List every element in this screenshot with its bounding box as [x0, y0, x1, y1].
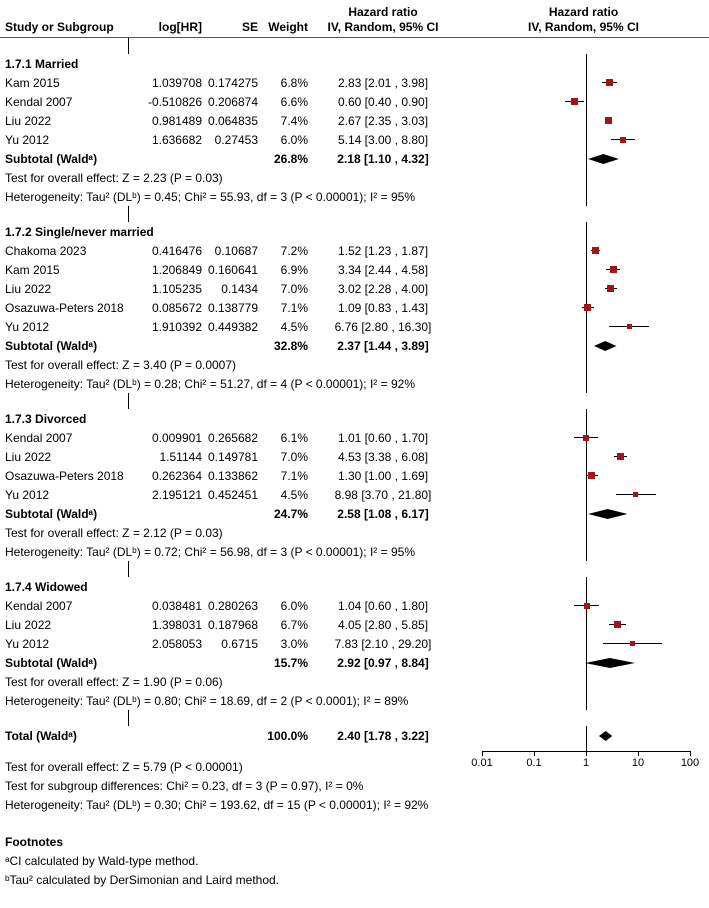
study-se: 0.10687	[214, 243, 258, 258]
effect-square	[630, 641, 635, 646]
axis-tick	[690, 751, 691, 756]
subtotal-ci-text: 2.92 [0.97 , 8.84]	[337, 655, 429, 670]
axis-tick-label: 10	[631, 757, 645, 769]
header-ci-subtitle: IV, Random, 95% CI	[327, 20, 439, 34]
text-row	[0, 672, 709, 691]
header-col-se	[202, 5, 258, 35]
study-loghr: 0.009901	[151, 430, 202, 445]
study-ci-text: 1.52 [1.23 , 1.87]	[337, 243, 429, 258]
text-row	[0, 355, 709, 374]
study-row	[0, 634, 709, 653]
study-row	[0, 447, 709, 466]
plot-cell	[458, 241, 709, 260]
header-col-study	[0, 5, 140, 35]
study-weight: 7.1%	[280, 300, 308, 315]
study-ci-text: 1.09 [0.83 , 1.43]	[337, 300, 429, 315]
study-loghr: 1.039708	[151, 75, 202, 90]
heterogeneity-line: Heterogeneity: Tau² (DLᵇ) = 0.72; Chi² = 56.98, df = 3 (P < 0.00001); I² = 95%	[5, 544, 415, 559]
study-name: Kendal 2007	[5, 598, 73, 613]
section-label: 1.7.3 Divorced	[5, 411, 87, 426]
plot-cell	[458, 691, 709, 710]
plot-cell	[458, 653, 709, 672]
effect-square	[583, 435, 589, 441]
study-row	[0, 428, 709, 447]
study-name: Chakoma 2023	[5, 243, 87, 258]
effect-square	[571, 98, 578, 105]
plot-cell	[458, 168, 709, 187]
study-row	[0, 615, 709, 634]
null-effect-line	[586, 187, 587, 206]
plot-cell	[458, 260, 709, 279]
study-name: Kam 2015	[5, 75, 60, 90]
plot-cell	[458, 523, 709, 542]
axis-tick	[482, 751, 483, 756]
plot-cell	[458, 317, 709, 336]
heterogeneity-line: Heterogeneity: Tau² (DLᵇ) = 0.80; Chi² = 18.69, df = 2 (P < 0.0001); I² = 89%	[5, 693, 409, 708]
study-row	[0, 317, 709, 336]
plot-cell	[458, 130, 709, 149]
study-ci-text: 1.04 [0.60 , 1.80]	[337, 598, 429, 613]
section-label: 1.7.4 Widowed	[5, 579, 88, 594]
effect-square	[617, 453, 624, 460]
subtotal-row	[0, 653, 709, 672]
null-effect-line	[586, 691, 587, 710]
axis-tick	[534, 751, 535, 756]
study-ci-text: 8.98 [3.70 , 21.80]	[334, 487, 432, 502]
study-name: Liu 2022	[5, 449, 52, 464]
header-se-label: SE	[241, 20, 258, 34]
study-loghr: 1.910392	[151, 319, 202, 334]
subtotal-weight: 24.7%	[273, 506, 308, 521]
study-se: 0.6715	[221, 636, 258, 651]
heterogeneity-line: Heterogeneity: Tau² (DLᵇ) = 0.28; Chi² = 51.27, df = 4 (P < 0.00001); I² = 92%	[5, 376, 415, 391]
axis-tick-label: 0.1	[526, 757, 542, 769]
section-label-row	[0, 54, 709, 73]
study-weight: 7.1%	[280, 468, 308, 483]
study-loghr: 1.206849	[151, 262, 202, 277]
header-col-weight	[258, 5, 308, 35]
study-weight: 4.5%	[280, 319, 308, 334]
subtotal-ci-text: 2.58 [1.08 , 6.17]	[337, 506, 429, 521]
study-name: Liu 2022	[5, 113, 52, 128]
plot-cell	[458, 73, 709, 92]
study-weight: 6.0%	[280, 598, 308, 613]
plot-cell	[458, 447, 709, 466]
footnotes-gap	[0, 814, 709, 832]
study-loghr: 2.058053	[151, 636, 202, 651]
study-row	[0, 485, 709, 504]
study-loghr: 0.416476	[151, 243, 202, 258]
subtotal-label: Subtotal (Waldᵃ)	[5, 151, 98, 166]
plot-cell	[458, 504, 709, 523]
subtotal-weight: 15.7%	[273, 655, 308, 670]
header-col-plot	[458, 5, 709, 35]
plot-cell	[0, 206, 251, 222]
null-effect-line	[586, 73, 587, 92]
plot-cell	[0, 710, 251, 726]
study-row	[0, 279, 709, 298]
subtotal-weight: 26.8%	[273, 151, 308, 166]
study-row	[0, 241, 709, 260]
axis-tick	[586, 751, 587, 756]
null-effect-line	[586, 542, 587, 561]
study-loghr: 1.51144	[159, 449, 202, 464]
study-loghr: 0.038481	[151, 598, 202, 613]
study-se: 0.206874	[207, 94, 258, 109]
study-name: Osazuwa-Peters 2018	[5, 300, 124, 315]
study-loghr: 1.398031	[151, 617, 202, 632]
null-effect-line	[586, 260, 587, 279]
axis-tick-label: 100	[680, 757, 700, 769]
null-effect-line	[586, 485, 587, 504]
study-name: Liu 2022	[5, 281, 52, 296]
subtotal-weight: 32.8%	[273, 338, 308, 353]
null-effect-line	[586, 336, 587, 355]
study-ci-text: 5.14 [3.00 , 8.80]	[337, 132, 429, 147]
null-effect-line	[128, 393, 129, 409]
study-weight: 7.0%	[280, 449, 308, 464]
null-effect-line	[586, 577, 587, 596]
study-loghr: 0.085672	[151, 300, 202, 315]
plot-cell	[458, 374, 709, 393]
null-effect-line	[586, 447, 587, 466]
total-heterogeneity-line: Heterogeneity: Tau² (DLᵇ) = 0.30; Chi² = 193.62, df = 15 (P < 0.00001); I² = 92%	[5, 797, 429, 812]
header-study-label: Study or Subgroup	[5, 20, 114, 34]
plot-cell	[458, 485, 709, 504]
study-ci-text: 0.60 [0.40 , 0.90]	[337, 94, 429, 109]
pooled-diamond	[588, 509, 627, 519]
subtotal-row	[0, 504, 709, 523]
effect-square	[614, 621, 621, 628]
study-row	[0, 130, 709, 149]
axis-tick-label: 1	[582, 757, 590, 769]
header-plot-title: Hazard ratio	[548, 5, 619, 19]
null-effect-line	[128, 206, 129, 222]
null-effect-line	[128, 561, 129, 577]
study-ci-text: 2.83 [2.01 , 3.98]	[337, 75, 429, 90]
null-effect-line	[586, 615, 587, 634]
study-row	[0, 92, 709, 111]
study-name: Yu 2012	[5, 319, 50, 334]
study-ci-text: 1.01 [0.60 , 1.70]	[337, 430, 429, 445]
null-effect-line	[586, 130, 587, 149]
study-ci-text: 3.02 [2.28 , 4.00]	[337, 281, 429, 296]
effect-test-line: Test for overall effect: Z = 2.12 (P = 0.03)	[5, 525, 223, 540]
plot-cell	[458, 279, 709, 298]
plot-cell	[458, 54, 709, 73]
plot-cell	[458, 92, 709, 111]
study-loghr: 2.195121	[151, 487, 202, 502]
study-weight: 7.4%	[280, 113, 308, 128]
plot-cell	[458, 615, 709, 634]
study-row	[0, 260, 709, 279]
study-row	[0, 298, 709, 317]
study-row	[0, 596, 709, 615]
footnotes-title: Footnotes	[5, 834, 63, 849]
axis-tick	[638, 751, 639, 756]
pooled-diamond	[594, 341, 616, 351]
study-weight: 6.0%	[280, 132, 308, 147]
null-effect-line	[586, 92, 587, 111]
plot-cell	[0, 393, 251, 409]
plot-cell	[0, 561, 251, 577]
plot-cell	[458, 466, 709, 485]
stats-row	[0, 795, 709, 814]
effect-test-line: Test for overall effect: Z = 1.90 (P = 0.06)	[5, 674, 223, 689]
forest-rows	[0, 38, 709, 889]
null-effect-line	[128, 38, 129, 54]
null-effect-line	[586, 355, 587, 374]
study-se: 0.160641	[207, 262, 258, 277]
subtotal-label: Subtotal (Waldᵃ)	[5, 506, 98, 521]
axis-tick-label: 0.01	[471, 757, 493, 769]
study-se: 0.149781	[207, 449, 258, 464]
subtotal-row	[0, 149, 709, 168]
study-name: Liu 2022	[5, 617, 52, 632]
spacer-row	[0, 393, 709, 409]
total-ci-text: 2.40 [1.78 , 3.22]	[337, 728, 429, 743]
text-row	[0, 168, 709, 187]
null-effect-line	[586, 241, 587, 260]
spacer-row	[0, 38, 709, 54]
study-loghr: 0.262364	[151, 468, 202, 483]
study-name: Yu 2012	[5, 487, 50, 502]
study-ci-text: 6.76 [2.80 , 16.30]	[334, 319, 432, 334]
total-weight: 100.0%	[267, 728, 308, 743]
heterogeneity-line: Heterogeneity: Tau² (DLᵇ) = 0.45; Chi² = 55.93, df = 3 (P < 0.00001); I² = 95%	[5, 189, 415, 204]
study-name: Kendal 2007	[5, 430, 73, 445]
header-ci-title: Hazard ratio	[348, 5, 418, 19]
study-loghr: 1.636682	[151, 132, 202, 147]
plot-cell	[458, 428, 709, 447]
study-weight: 6.9%	[280, 262, 308, 277]
effect-square	[620, 137, 626, 143]
pooled-diamond	[599, 731, 612, 741]
study-se: 0.133862	[207, 468, 258, 483]
study-se: 0.280263	[207, 598, 258, 613]
study-weight: 3.0%	[280, 636, 308, 651]
total-row	[0, 726, 709, 745]
header-loghr-label: log[HR]	[158, 20, 202, 34]
plot-cell	[458, 298, 709, 317]
study-name: Kendal 2007	[5, 94, 73, 109]
effect-square	[606, 79, 613, 86]
null-effect-line	[586, 54, 587, 73]
study-name: Osazuwa-Peters 2018	[5, 468, 124, 483]
study-se: 0.1434	[221, 281, 258, 296]
plot-cell	[458, 409, 709, 428]
footnote-row	[0, 870, 709, 889]
pooled-diamond	[585, 658, 635, 668]
study-ci-text: 4.05 [2.80 , 5.85]	[337, 617, 429, 632]
text-row	[0, 187, 709, 206]
text-row	[0, 523, 709, 542]
effect-square	[584, 304, 591, 311]
total-effect-test-line: Test for overall effect: Z = 5.79 (P < 0.00001)	[5, 759, 243, 774]
subtotal-label: Subtotal (Waldᵃ)	[5, 338, 98, 353]
spacer-row	[0, 710, 709, 726]
study-se: 0.138779	[207, 300, 258, 315]
study-se: 0.265682	[207, 430, 258, 445]
study-weight: 6.1%	[280, 430, 308, 445]
study-ci-text: 4.53 [3.38 , 6.08]	[337, 449, 429, 464]
header-col-loghr	[140, 5, 202, 35]
effect-test-line: Test for overall effect: Z = 2.23 (P = 0.03)	[5, 170, 223, 185]
null-effect-line	[586, 374, 587, 393]
null-effect-line	[586, 634, 587, 653]
plot-cell	[458, 355, 709, 374]
text-row	[0, 542, 709, 561]
null-effect-line	[586, 111, 587, 130]
subtotal-ci-text: 2.18 [1.10 , 4.32]	[337, 151, 429, 166]
effect-test-line: Test for overall effect: Z = 3.40 (P = 0.0007)	[5, 357, 237, 372]
null-effect-line	[128, 710, 129, 726]
effect-square	[627, 324, 632, 329]
study-se: 0.064835	[207, 113, 258, 128]
header-weight-label: Weight	[268, 20, 308, 34]
study-weight: 6.8%	[280, 75, 308, 90]
study-loghr: 0.981489	[151, 113, 202, 128]
study-loghr: -0.510826	[147, 94, 202, 109]
null-effect-line	[586, 279, 587, 298]
footnote-row	[0, 851, 709, 870]
null-effect-line	[586, 168, 587, 187]
effect-square	[584, 603, 590, 609]
study-ci-text: 2.67 [2.35 , 3.03]	[337, 113, 429, 128]
footnote-line: ᵃCI calculated by Wald-type method.	[5, 853, 199, 868]
study-weight: 4.5%	[280, 487, 308, 502]
spacer-row	[0, 561, 709, 577]
plot-cell	[458, 336, 709, 355]
plot-cell	[458, 222, 709, 241]
study-se: 0.449382	[207, 319, 258, 334]
study-ci-text: 1.30 [1.00 , 1.69]	[337, 468, 429, 483]
total-label: Total (Waldᵃ)	[5, 728, 77, 743]
text-row	[0, 691, 709, 710]
effect-square	[610, 266, 617, 273]
stats-row	[0, 776, 709, 795]
plot-cell	[458, 577, 709, 596]
study-se: 0.27453	[214, 132, 258, 147]
study-loghr: 1.105235	[151, 281, 202, 296]
spacer-row	[0, 206, 709, 222]
pooled-diamond	[588, 154, 619, 164]
study-row	[0, 111, 709, 130]
null-effect-line	[586, 222, 587, 241]
study-row	[0, 73, 709, 92]
study-name: Yu 2012	[5, 636, 50, 651]
plot-cell	[458, 672, 709, 691]
column-header-row	[0, 5, 709, 38]
section-label: 1.7.2 Single/never married	[5, 224, 154, 239]
plot-cell	[458, 726, 709, 745]
study-se: 0.187968	[207, 617, 258, 632]
effect-square	[588, 472, 595, 479]
study-se: 0.452451	[207, 487, 258, 502]
study-weight: 6.6%	[280, 94, 308, 109]
study-ci-text: 7.83 [2.10 , 29.20]	[334, 636, 432, 651]
study-weight: 7.2%	[280, 243, 308, 258]
null-effect-line	[586, 523, 587, 542]
plot-cell	[0, 38, 251, 54]
footnotes-title-row	[0, 832, 709, 851]
plot-cell	[458, 542, 709, 561]
study-se: 0.174275	[207, 75, 258, 90]
header-plot-subtitle: IV, Random, 95% CI	[528, 20, 639, 34]
footnote-line: ᵇTau² calculated by DerSimonian and Laird method.	[5, 872, 280, 887]
subtotal-ci-text: 2.37 [1.44 , 3.89]	[337, 338, 429, 353]
section-label: 1.7.1 Married	[5, 56, 79, 71]
study-name: Kam 2015	[5, 262, 60, 277]
study-row	[0, 466, 709, 485]
null-effect-line	[586, 317, 587, 336]
effect-square	[607, 285, 614, 292]
null-effect-line	[586, 726, 587, 745]
plot-cell	[458, 149, 709, 168]
section-label-row	[0, 222, 709, 241]
study-name: Yu 2012	[5, 132, 50, 147]
study-weight: 7.0%	[280, 281, 308, 296]
null-effect-line	[586, 672, 587, 691]
null-effect-line	[586, 409, 587, 428]
subtotal-label: Subtotal (Waldᵃ)	[5, 655, 98, 670]
null-effect-line	[586, 149, 587, 168]
effect-square	[633, 492, 638, 497]
plot-cell	[458, 187, 709, 206]
study-weight: 6.7%	[280, 617, 308, 632]
subtotal-row	[0, 336, 709, 355]
plot-cell	[458, 111, 709, 130]
section-label-row	[0, 577, 709, 596]
study-ci-text: 3.34 [2.44 , 4.58]	[337, 262, 429, 277]
subgroup-differences-line: Test for subgroup differences: Chi² = 0.23, df = 3 (P = 0.97), I² = 0%	[5, 778, 364, 793]
effect-square	[592, 247, 599, 254]
plot-cell	[458, 634, 709, 653]
plot-cell	[458, 596, 709, 615]
axis-plot-cell	[458, 745, 709, 769]
text-row	[0, 374, 709, 393]
section-label-row	[0, 409, 709, 428]
effect-square	[605, 117, 612, 124]
header-col-ci	[308, 5, 458, 35]
